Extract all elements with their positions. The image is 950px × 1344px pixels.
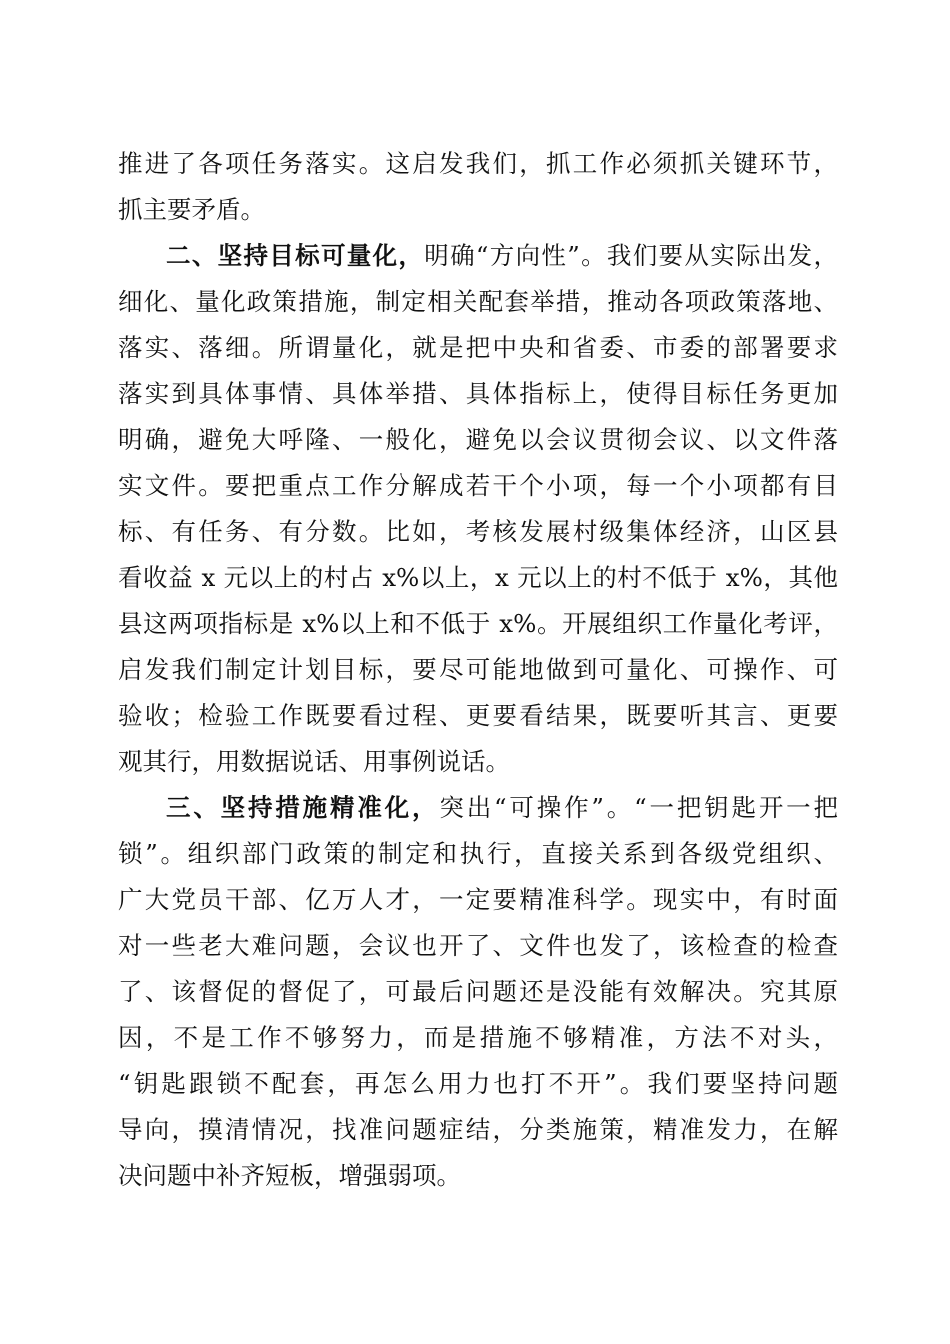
paragraph-line: 启发我们制定计划目标，要尽可能地做到可量化、可操作、可 <box>118 655 838 684</box>
paragraph-line: 抓主要矛盾。 <box>118 195 265 224</box>
paragraph-line: “钥匙跟锁不配套，再怎么用力也打不开”。我们要坚持问题 <box>118 1069 838 1098</box>
section-heading-3-rest: 突出“可操作”。“一把钥匙开一把 <box>439 793 839 822</box>
paragraph-line: 落实、落细。所谓量化，就是把中央和省委、市委的部署要求 <box>118 333 838 362</box>
section-3-first-line <box>166 785 838 831</box>
paragraph-line: 县这两项指标是 x%以上和不低于 x%。开展组织工作量化考评， <box>118 609 838 638</box>
paragraph-line: 对一些老大难问题，会议也开了、文件也发了，该检查的检查 <box>118 931 838 960</box>
paragraph-line: 观其行，用数据说话、用事例说话。 <box>118 747 510 776</box>
section-heading-3: 三、坚持措施精准化， <box>166 793 440 822</box>
paragraph-line: 标、有任务、有分数。比如，考核发展村级集体经济，山区县 <box>118 517 838 546</box>
section-2-first-line <box>166 233 838 279</box>
paragraph-line: 因，不是工作不够努力，而是措施不够精准，方法不对头， <box>118 1023 838 1052</box>
section-heading-2-rest: 明确“方向性”。我们要从实际出发， <box>424 241 838 270</box>
paragraph-line: 细化、量化政策措施，制定相关配套举措，推动各项政策落地、 <box>118 287 838 316</box>
paragraph-line: 决问题中补齐短板，增强弱项。 <box>118 1161 461 1190</box>
paragraph-line: 明确，避免大呼隆、一般化，避免以会议贯彻会议、以文件落 <box>118 425 838 454</box>
paragraph-line: 实文件。要把重点工作分解成若干个小项，每一个小项都有目 <box>118 471 838 500</box>
paragraph-line: 广大党员干部、亿万人才，一定要精准科学。现实中，有时面 <box>118 885 838 914</box>
paragraph-line: 锁”。组织部门政策的制定和执行，直接关系到各级党组织、 <box>118 839 838 868</box>
paragraph-line: 看收益 x 元以上的村占 x%以上，x 元以上的村不低于 x%，其他 <box>118 563 838 592</box>
section-heading-2: 二、坚持目标可量化， <box>166 241 425 270</box>
paragraph-line: 了、该督促的督促了，可最后问题还是没能有效解决。究其原 <box>118 977 838 1006</box>
paragraph-line: 推进了各项任务落实。这启发我们，抓工作必须抓关键环节， <box>118 149 838 178</box>
paragraph-line: 验收；检验工作既要看过程、更要看结果，既要听其言、更要 <box>118 701 838 730</box>
paragraph-line: 导向，摸清情况，找准问题症结，分类施策，精准发力，在解 <box>118 1115 838 1144</box>
paragraph-line: 落实到具体事情、具体举措、具体指标上，使得目标任务更加 <box>118 379 838 408</box>
